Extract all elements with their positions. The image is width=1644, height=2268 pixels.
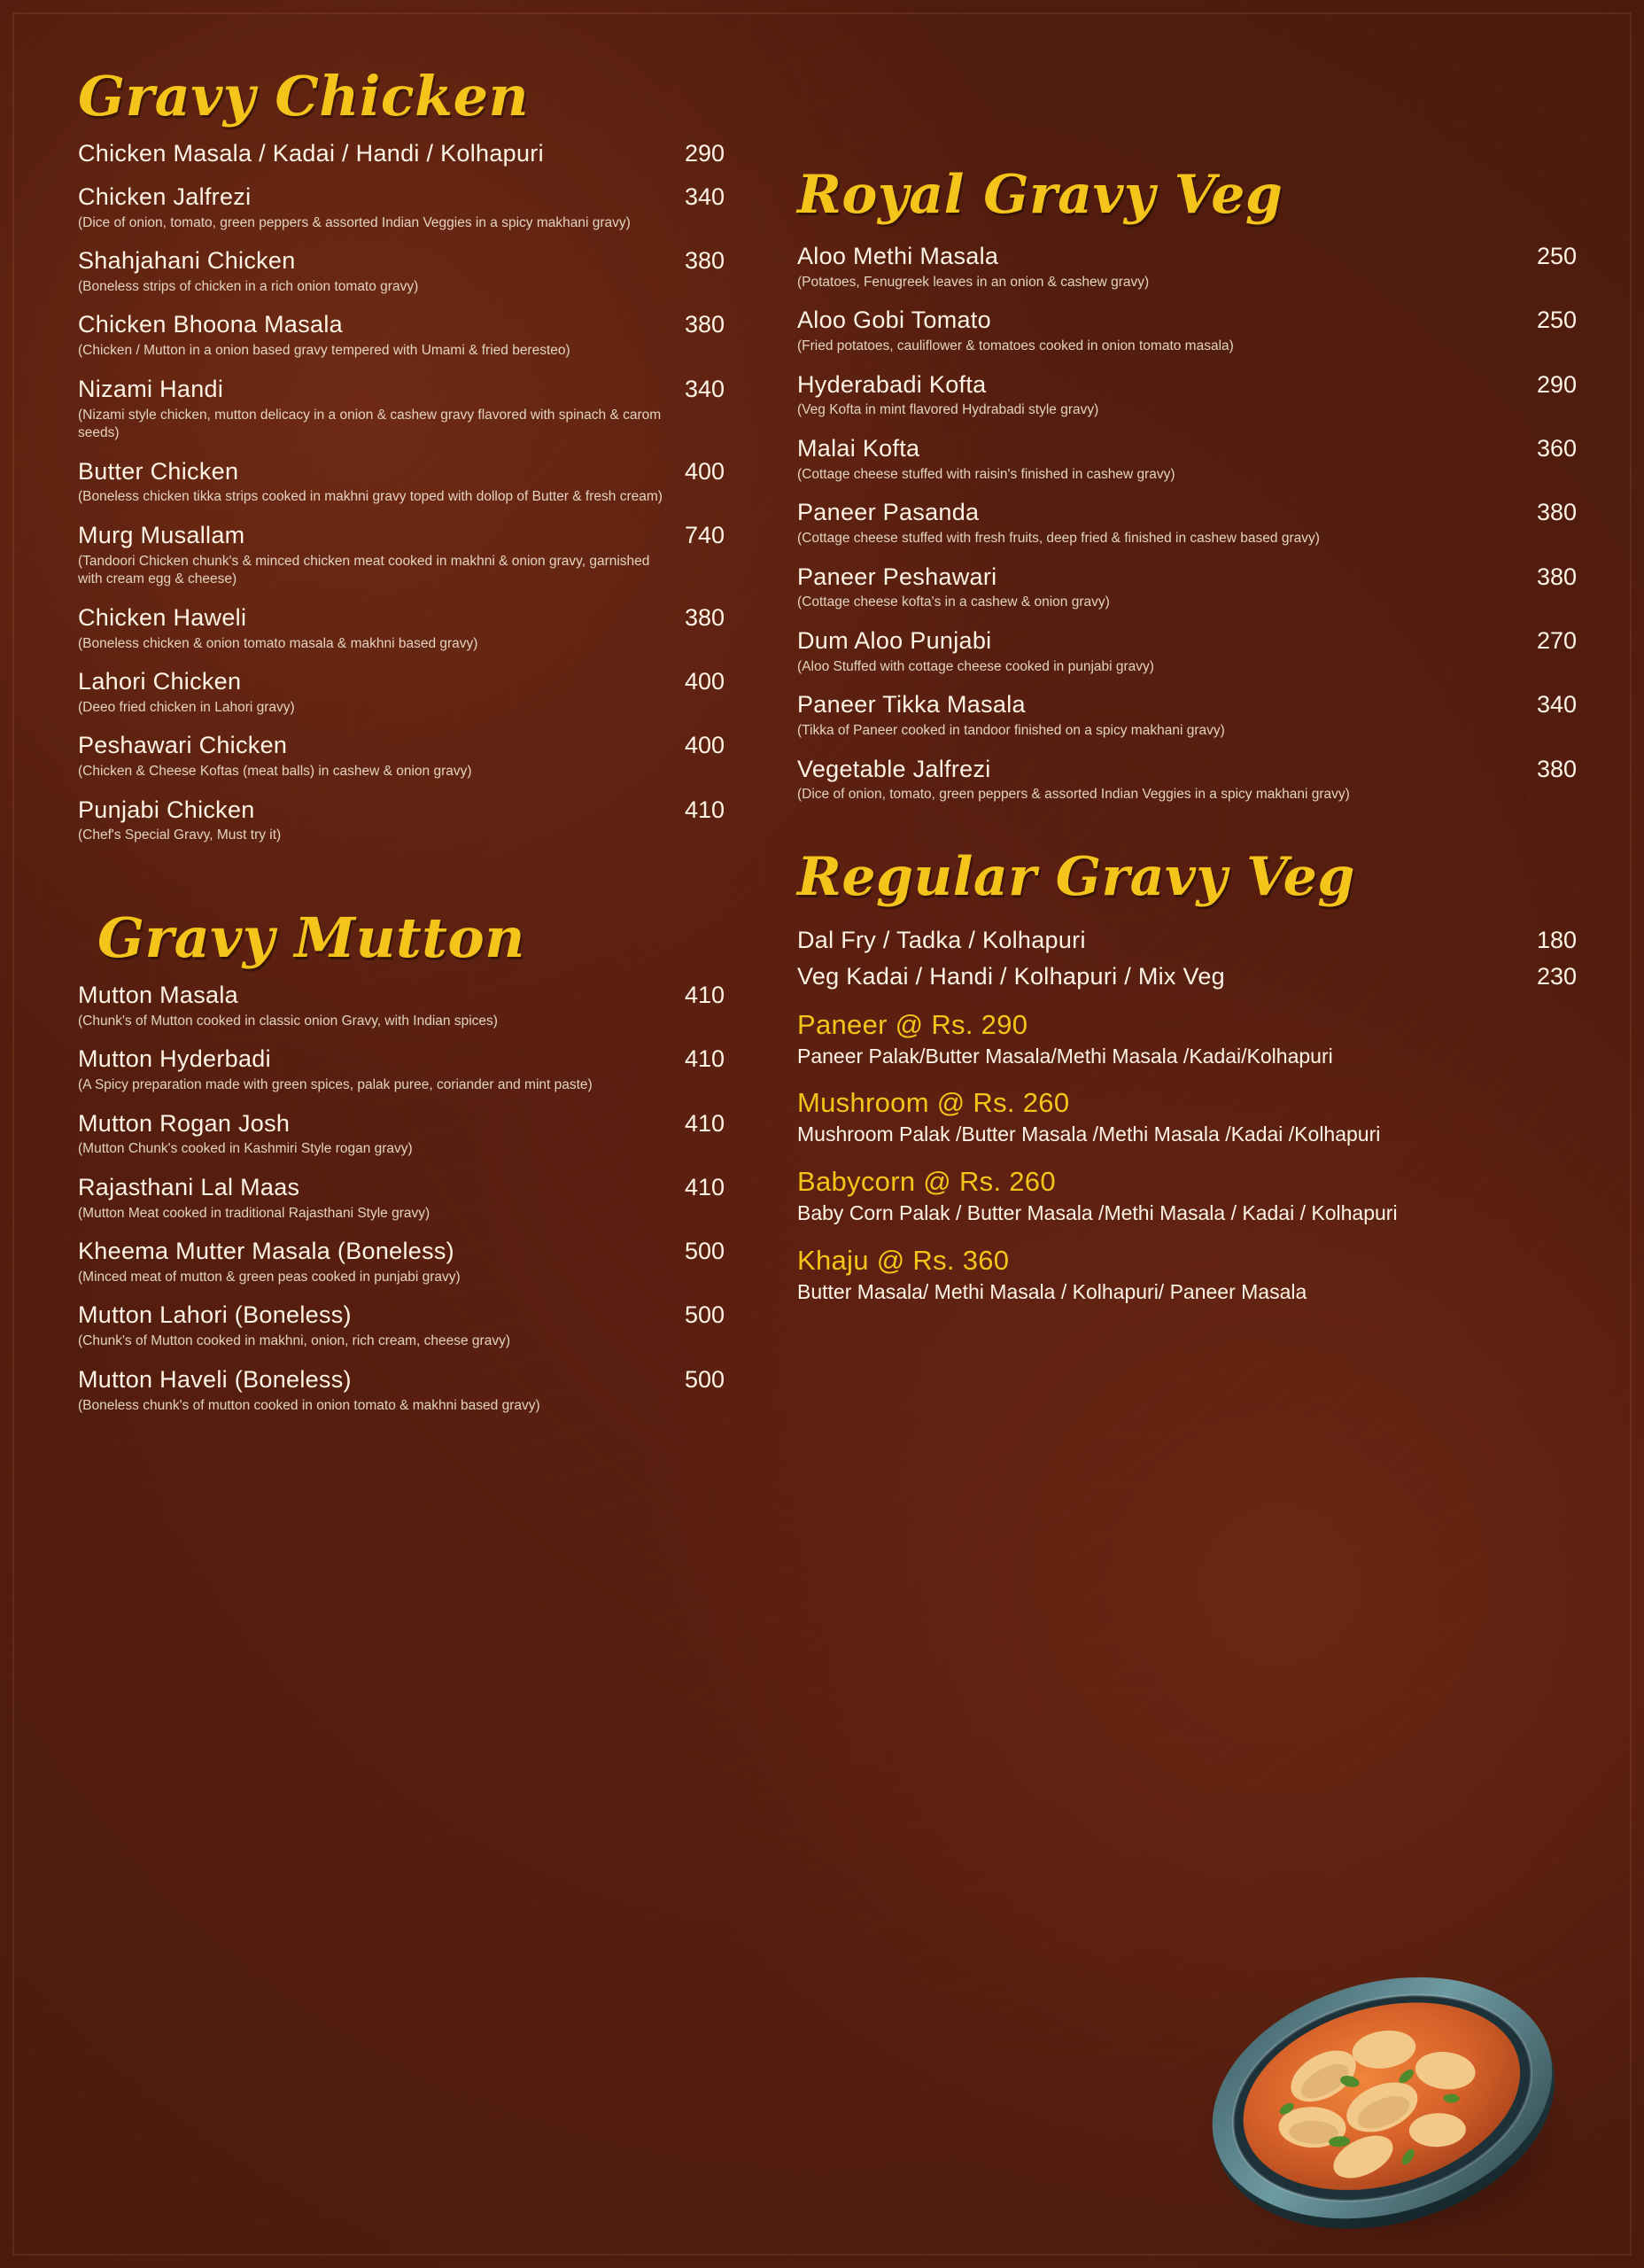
menu-item-name: Shahjahani Chicken (78, 247, 296, 275)
menu-item-price: 290 (1536, 370, 1577, 398)
menu-item-price: 340 (684, 375, 725, 402)
menu-item-head (78, 668, 725, 696)
menu-item-description: (Boneless chicken & onion tomato masala & makhni based gravy) (78, 635, 478, 651)
menu-item (78, 247, 725, 296)
menu-combo-options: Butter Masala/ Methi Masala / Kolhapuri/ Paneer Masala (797, 1280, 1307, 1304)
menu-item-description: (Cottage cheese kofta's in a cashew & onion gravy) (797, 594, 1110, 610)
menu-item (78, 1366, 725, 1415)
section-items-gravy-chicken (78, 140, 725, 845)
menu-item-description: (Tandoori Chicken chunk's & minced chicken meat cooked in makhni & onion gravy, garnished with cream egg & cheese) (78, 553, 650, 587)
menu-item-description: (Chunk's of Mutton cooked in makhni, onion, rich cream, cheese gravy) (78, 1333, 510, 1349)
menu-item-price: 400 (684, 732, 725, 759)
menu-item-head (78, 522, 725, 550)
menu-item-price: 250 (1536, 243, 1577, 269)
menu-item-name: Aloo Gobi Tomato (797, 307, 991, 334)
menu-item-price: 740 (684, 521, 725, 548)
right-column (797, 164, 1577, 1318)
curry-bowl-illustration (1175, 1896, 1591, 2250)
menu-item-name: Hyderabadi Kofta (797, 370, 987, 398)
menu-item-head (78, 183, 725, 212)
menu-item-head (797, 307, 1577, 335)
menu-item-description: (Aloo Stuffed with cottage cheese cooked in punjabi gravy) (797, 658, 1154, 674)
menu-item-description: (Nizami style chicken, mutton delicacy in a onion & cashew gravy flavored with spinach & carom seeds) (78, 407, 662, 441)
menu-item-price: 380 (684, 603, 725, 631)
menu-item (797, 243, 1577, 291)
menu-item-head (797, 756, 1577, 784)
menu-item-name: Peshawari Chicken (78, 732, 288, 759)
menu-item-price: 410 (684, 1173, 725, 1200)
menu-item-description: (Chicken / Mutton in a onion based gravy tempered with Umami & fried beresteo) (78, 343, 570, 359)
menu-item (797, 499, 1577, 548)
menu-item-head (78, 1301, 725, 1330)
menu-item-description: (Boneless chicken tikka strips cooked in makhni gravy toped with dollop of Butter & fresh cream) (78, 489, 663, 505)
menu-item-name: Kheema Mutter Masala (Boneless) (78, 1238, 454, 1265)
menu-item-head (78, 376, 725, 404)
menu-item (797, 371, 1577, 420)
menu-item (797, 756, 1577, 804)
menu-item (78, 1174, 725, 1223)
menu-item-head (78, 982, 725, 1010)
menu-item-description: (Boneless strips of chicken in a rich onion tomato gravy) (78, 279, 419, 295)
menu-item (78, 140, 725, 168)
menu-item-head (797, 435, 1577, 463)
menu-item (78, 311, 725, 360)
menu-item-price: 380 (1536, 499, 1577, 526)
menu-item-description: (Dice of onion, tomato, green peppers & assorted Indian Veggies in a spicy makhani gravy) (78, 214, 631, 230)
menu-combo-options: Mushroom Palak /Butter Masala /Methi Masala /Kadai /Kolhapuri (797, 1122, 1381, 1146)
menu-item-name: Chicken Jalfrezi (78, 183, 252, 210)
left-column (78, 64, 725, 1430)
menu-item (78, 1045, 725, 1094)
section-items-royal-gravy-veg (797, 243, 1577, 804)
menu-item-head (797, 563, 1577, 592)
menu-item-price: 180 (1536, 926, 1577, 953)
section-combos-regular-gravy-veg (797, 1009, 1577, 1307)
menu-combo-options: Baby Corn Palak / Butter Masala /Methi Masala / Kadai / Kolhapuri (797, 1201, 1398, 1225)
menu-item-description: (Deeo fried chicken in Lahori gravy) (78, 699, 295, 715)
menu-item-description: (Chef's Special Gravy, Must try it) (78, 827, 282, 843)
section-title-gravy-chicken: Gravy Chicken (78, 64, 530, 128)
menu-item-description: (Cottage cheese stuffed with raisin's finished in cashew gravy) (797, 466, 1175, 482)
menu-combo-group (797, 1166, 1577, 1227)
menu-item-head (797, 627, 1577, 656)
menu-item-price: 360 (1536, 434, 1577, 462)
menu-item-name: Dum Aloo Punjabi (797, 626, 992, 654)
menu-item-name: Murg Musallam (78, 521, 245, 548)
menu-item-description: (Chicken & Cheese Koftas (meat balls) in cashew & onion gravy) (78, 764, 472, 780)
menu-item (797, 307, 1577, 355)
menu-item-description: (Mutton Meat cooked in traditional Rajasthani Style gravy) (78, 1205, 430, 1221)
menu-item-head (78, 311, 725, 339)
menu-simple-row (797, 927, 1577, 955)
menu-item-price: 340 (684, 183, 725, 210)
menu-item (78, 982, 725, 1030)
menu-item (797, 435, 1577, 484)
menu-item-price: 410 (684, 796, 725, 823)
menu-item (797, 627, 1577, 676)
menu-item-price: 230 (1536, 962, 1577, 990)
menu-item-description: (A Spicy preparation made with green spices, palak puree, coriander and mint paste) (78, 1077, 593, 1093)
menu-item-description: (Potatoes, Fenugreek leaves in an onion & cashew gravy) (797, 274, 1150, 290)
menu-item-head (797, 371, 1577, 400)
menu-item (78, 458, 725, 507)
section-title-royal-gravy-veg: Royal Gravy Veg (797, 164, 1283, 226)
menu-item (78, 183, 725, 232)
menu-item-name: Paneer Tikka Masala (797, 691, 1026, 718)
menu-item-name: Lahori Chicken (78, 667, 242, 695)
menu-combo-options: Paneer Palak/Butter Masala/Methi Masala /Kadai/Kolhapuri (797, 1044, 1333, 1068)
menu-item-name: Malai Kofta (797, 434, 920, 462)
menu-item-price: 250 (1536, 307, 1577, 334)
menu-item-price: 400 (684, 457, 725, 485)
section-title-regular-gravy-veg: Regular Gravy Veg (797, 845, 1355, 908)
menu-item-name: Mutton Lahori (Boneless) (78, 1301, 352, 1329)
menu-item-description: (Mutton Chunk's cooked in Kashmiri Style rogan gravy) (78, 1141, 413, 1157)
section-items-gravy-mutton (78, 982, 725, 1415)
menu-item-name: Mutton Masala (78, 981, 238, 1008)
menu-item-price: 380 (1536, 563, 1577, 590)
menu-item-price: 410 (684, 1109, 725, 1137)
menu-combo-title: Khaju @ Rs. 360 (797, 1245, 1010, 1277)
menu-item-name: Vegetable Jalfrezi (797, 755, 991, 782)
menu-item-head (78, 732, 725, 760)
menu-item-price: 500 (684, 1238, 725, 1265)
menu-item-head (78, 247, 725, 276)
menu-item-price: 270 (1536, 626, 1577, 654)
menu-item-head (797, 499, 1577, 527)
menu-item-head (78, 796, 725, 825)
menu-combo-title: Mushroom @ Rs. 260 (797, 1087, 1070, 1119)
menu-item-name: Punjabi Chicken (78, 796, 255, 823)
menu-item-price: 380 (1536, 755, 1577, 782)
menu-item (797, 691, 1577, 740)
section-rows-regular-gravy-veg (797, 927, 1577, 991)
menu-item-description: (Boneless chunk's of mutton cooked in onion tomato & makhni based gravy) (78, 1397, 540, 1413)
menu-item-description: (Fried potatoes, cauliflower & tomatoes cooked in onion tomato masala) (797, 338, 1234, 354)
menu-item-description: (Minced meat of mutton & green peas cooked in punjabi gravy) (78, 1270, 461, 1285)
menu-combo-title: Paneer @ Rs. 290 (797, 1008, 1028, 1040)
menu-item-description: (Veg Kofta in mint flavored Hydrabadi style gravy) (797, 402, 1099, 418)
menu-item-name: Butter Chicken (78, 457, 239, 485)
menu-item-price: 380 (684, 247, 725, 275)
menu-item-description: (Cottage cheese stuffed with fresh fruits, deep fried & finished in cashew based gravy) (797, 531, 1320, 547)
menu-item (78, 522, 725, 589)
menu-item-name: Paneer Peshawari (797, 563, 997, 590)
menu-simple-row (797, 963, 1577, 991)
menu-item (78, 1110, 725, 1159)
menu-combo-group (797, 1009, 1577, 1070)
menu-item-description: (Dice of onion, tomato, green peppers & assorted Indian Veggies in a spicy makhani gravy) (797, 787, 1350, 803)
menu-item-name: Veg Kadai / Handi / Kolhapuri / Mix Veg (797, 962, 1225, 990)
menu-item-name: Chicken Masala / Kadai / Handi / Kolhapuri (78, 140, 544, 167)
menu-item-head (797, 243, 1577, 271)
menu-item (797, 563, 1577, 612)
menu-item-head (78, 604, 725, 633)
menu-item (78, 1238, 725, 1286)
menu-item-price: 410 (684, 1045, 725, 1073)
menu-item (78, 668, 725, 717)
menu-item-name: Mutton Hyderbadi (78, 1045, 271, 1073)
menu-item-name: Aloo Methi Masala (797, 243, 999, 269)
menu-item-head (78, 1366, 725, 1394)
menu-item-head (78, 1110, 725, 1138)
menu-item-head (78, 140, 725, 168)
menu-item-price: 410 (684, 981, 725, 1008)
menu-item-name: Paneer Pasanda (797, 499, 980, 526)
menu-item-name: Rajasthani Lal Maas (78, 1173, 300, 1200)
menu-item (78, 604, 725, 653)
menu-item (78, 376, 725, 443)
menu-item-head (78, 1238, 725, 1266)
menu-item-head (78, 458, 725, 486)
menu-item-name: Nizami Handi (78, 375, 224, 402)
menu-combo-title: Babycorn @ Rs. 260 (797, 1166, 1056, 1198)
menu-item-price: 290 (684, 140, 725, 167)
menu-item-price: 500 (684, 1301, 725, 1329)
section-title-gravy-mutton: Gravy Mutton (97, 905, 525, 970)
menu-item-head (797, 691, 1577, 719)
menu-item-price: 400 (684, 667, 725, 695)
menu-item-name: Chicken Haweli (78, 603, 247, 631)
menu-item (78, 796, 725, 845)
menu-item-price: 380 (684, 311, 725, 338)
menu-item (78, 1301, 725, 1350)
menu-item (78, 732, 725, 781)
menu-item-description: (Chunk's of Mutton cooked in classic onion Gravy, with Indian spices) (78, 1013, 498, 1029)
menu-combo-group (797, 1087, 1577, 1148)
menu-item-name: Mutton Haveli (Boneless) (78, 1365, 352, 1393)
menu-item-head (78, 1045, 725, 1074)
menu-item-head (78, 1174, 725, 1202)
menu-item-name: Mutton Rogan Josh (78, 1109, 291, 1137)
menu-item-name: Dal Fry / Tadka / Kolhapuri (797, 926, 1086, 953)
menu-combo-group (797, 1245, 1577, 1306)
menu-item-price: 340 (1536, 691, 1577, 718)
menu-item-description: (Tikka of Paneer cooked in tandoor finished on a spicy makhani gravy) (797, 723, 1225, 739)
menu-item-price: 500 (684, 1365, 725, 1393)
menu-item-name: Chicken Bhoona Masala (78, 311, 343, 338)
